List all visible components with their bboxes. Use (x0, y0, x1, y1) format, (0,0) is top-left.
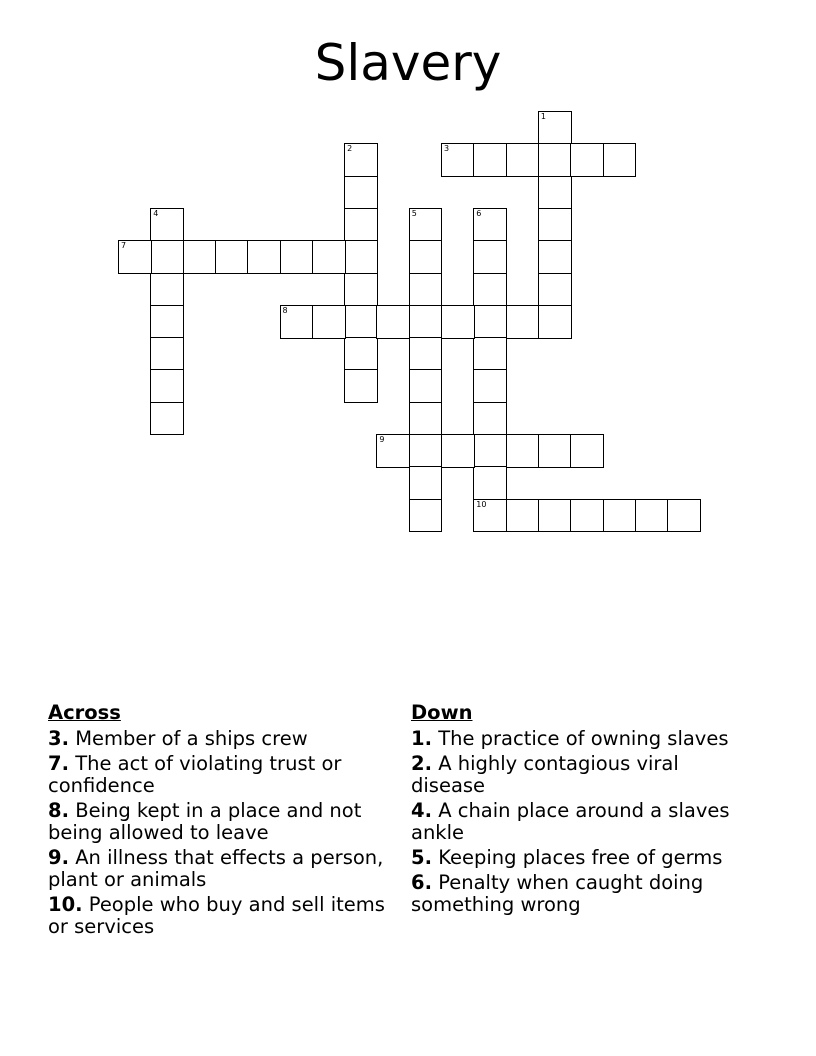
puzzle-title: Slavery (314, 34, 502, 92)
grid-cell[interactable] (538, 111, 572, 145)
clue-number: 7. (48, 752, 69, 775)
grid-cell[interactable] (409, 434, 443, 468)
grid-cell[interactable] (344, 143, 378, 177)
clue-number-label: 3 (444, 144, 450, 154)
grid-cell[interactable] (473, 466, 507, 500)
grid-cell[interactable] (603, 499, 637, 533)
grid-cell[interactable] (376, 305, 410, 339)
grid-cell[interactable] (570, 434, 604, 468)
clue-across-9 (48, 847, 393, 891)
grid-cell[interactable] (506, 434, 540, 468)
grid-cell[interactable] (409, 305, 443, 339)
grid-cell[interactable] (344, 337, 378, 371)
clue-text: The practice of owning slaves (438, 727, 729, 750)
grid-cell[interactable] (312, 305, 346, 339)
grid-cell[interactable] (344, 208, 378, 242)
grid-cell[interactable] (635, 499, 669, 533)
down-clues (411, 702, 756, 919)
clue-text: An illness that effects a person, plant or animals (48, 846, 384, 891)
clue-text: Keeping places free of germs (438, 846, 723, 869)
grid-cell[interactable] (667, 499, 701, 533)
grid-cell[interactable] (376, 434, 410, 468)
grid-cell[interactable] (473, 305, 507, 339)
grid-cell[interactable] (473, 369, 507, 403)
grid-cell[interactable] (538, 273, 572, 307)
grid-cell[interactable] (473, 337, 507, 371)
grid-cell[interactable] (344, 305, 378, 339)
grid-cell[interactable] (506, 143, 540, 177)
grid-cell[interactable] (473, 434, 507, 468)
grid-cell[interactable] (344, 273, 378, 307)
clue-number: 2. (411, 752, 432, 775)
grid-cell[interactable] (473, 499, 507, 533)
clue-down-1 (411, 728, 756, 750)
grid-cell[interactable] (473, 402, 507, 436)
grid-cell[interactable] (409, 466, 443, 500)
grid-cell[interactable] (150, 273, 184, 307)
clue-number-label: 4 (153, 208, 159, 218)
clue-text: People who buy and sell items or services (48, 893, 385, 938)
grid-cell[interactable] (150, 208, 184, 242)
grid-cell[interactable] (570, 499, 604, 533)
grid-cell[interactable] (280, 305, 314, 339)
grid-cell[interactable] (280, 240, 314, 274)
grid-cell[interactable] (150, 337, 184, 371)
grid-cell[interactable] (603, 143, 637, 177)
clue-across-10 (48, 894, 393, 938)
clue-number-label: 6 (476, 208, 482, 218)
clue-number: 5. (411, 846, 432, 869)
grid-cell[interactable] (538, 240, 572, 274)
clue-text: The act of violating trust or confidence (48, 752, 342, 797)
clue-text: Being kept in a place and not being allowed to leave (48, 799, 362, 844)
across-heading: Across (48, 701, 121, 724)
grid-cell[interactable] (473, 273, 507, 307)
clue-number-label: 7 (121, 241, 127, 251)
clue-text: Member of a ships crew (75, 727, 308, 750)
grid-cell[interactable] (473, 143, 507, 177)
down-heading: Down (411, 701, 473, 724)
grid-cell[interactable] (538, 499, 572, 533)
grid-cell[interactable] (538, 208, 572, 242)
grid-cell[interactable] (538, 143, 572, 177)
clue-across-3 (48, 728, 393, 750)
grid-cell[interactable] (538, 176, 572, 210)
grid-cell[interactable] (409, 499, 443, 533)
clue-number: 10. (48, 893, 83, 916)
grid-cell[interactable] (570, 143, 604, 177)
across-clues (48, 702, 393, 941)
grid-cell[interactable] (150, 369, 184, 403)
grid-cell[interactable] (441, 305, 475, 339)
grid-cell[interactable] (409, 208, 443, 242)
grid-cell[interactable] (441, 434, 475, 468)
grid-cell[interactable] (215, 240, 249, 274)
clue-number-label: 5 (411, 208, 417, 218)
clue-down-5 (411, 847, 756, 869)
clue-number: 3. (48, 727, 69, 750)
grid-cell[interactable] (409, 273, 443, 307)
grid-cell[interactable] (118, 240, 152, 274)
grid-cell[interactable] (473, 240, 507, 274)
grid-cell[interactable] (344, 369, 378, 403)
grid-cell[interactable] (409, 402, 443, 436)
grid-cell[interactable] (538, 434, 572, 468)
clue-across-7 (48, 753, 393, 797)
grid-cell[interactable] (150, 305, 184, 339)
clue-number-label: 10 (476, 499, 487, 509)
grid-cell[interactable] (441, 143, 475, 177)
clue-down-4 (411, 800, 756, 844)
clue-number: 4. (411, 799, 432, 822)
grid-cell[interactable] (183, 240, 217, 274)
clue-number-label: 1 (540, 112, 546, 121)
grid-cell[interactable] (506, 305, 540, 339)
clue-down-2 (411, 753, 756, 797)
grid-cell[interactable] (344, 176, 378, 210)
grid-cell[interactable] (473, 208, 507, 242)
clue-number: 9. (48, 846, 69, 869)
clue-number: 1. (411, 727, 432, 750)
grid-cell[interactable] (538, 305, 572, 339)
grid-cell[interactable] (409, 369, 443, 403)
grid-cell[interactable] (150, 240, 184, 274)
clue-number-label: 2 (347, 144, 353, 154)
clue-number: 8. (48, 799, 69, 822)
grid-cell[interactable] (247, 240, 281, 274)
clue-across-8 (48, 800, 393, 844)
clue-number-label: 9 (379, 435, 385, 444)
clue-text: A highly contagious viral disease (411, 752, 679, 797)
clue-number: 6. (411, 871, 432, 894)
grid-cell[interactable] (506, 499, 540, 533)
clue-number-label: 8 (282, 305, 288, 315)
grid-cell[interactable] (409, 337, 443, 371)
grid-cell[interactable] (150, 402, 184, 436)
grid-cell[interactable] (312, 240, 346, 274)
grid-cell[interactable] (409, 240, 443, 274)
clue-text: Penalty when caught doing something wrong (411, 871, 704, 916)
grid-cell[interactable] (344, 240, 378, 274)
clue-down-6 (411, 872, 756, 916)
clue-text: A chain place around a slaves ankle (411, 799, 730, 844)
